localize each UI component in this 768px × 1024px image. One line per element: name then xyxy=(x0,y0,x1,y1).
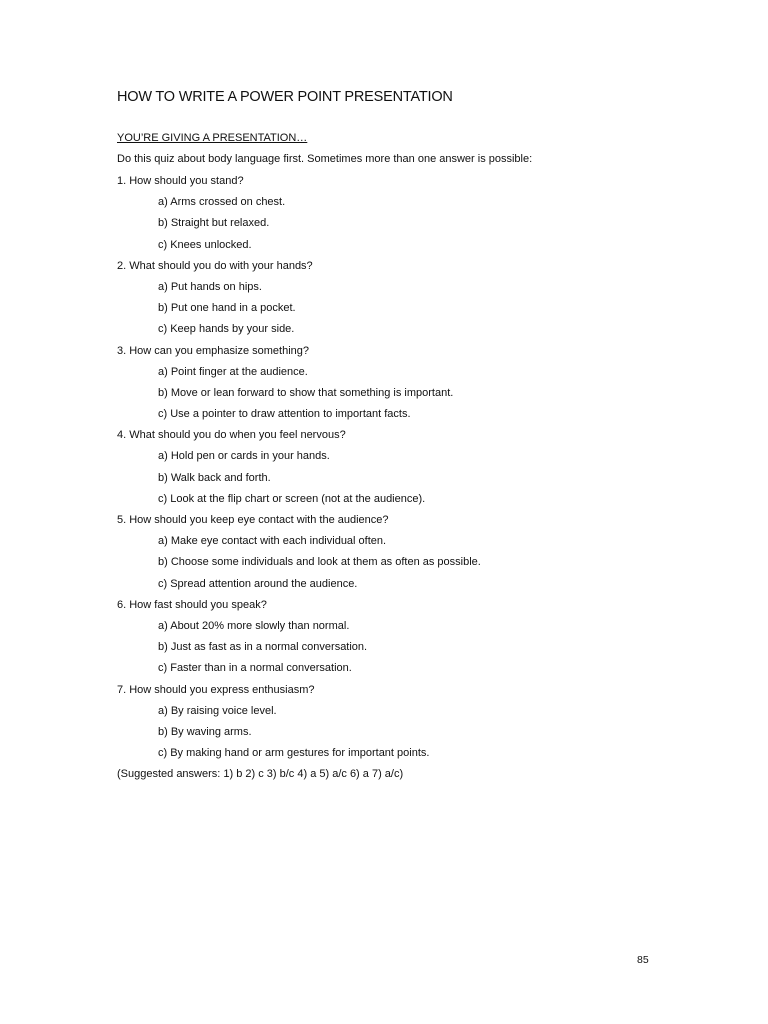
suggested-answers: (Suggested answers: 1) b 2) c 3) b/c 4) a 5) a/c 6) a 7) a/c) xyxy=(117,768,404,781)
question-2-option-b: b) Put one hand in a pocket. xyxy=(158,302,296,315)
question-4: 4. What should you do when you feel nervous? xyxy=(117,429,346,442)
question-7: 7. How should you express enthusiasm? xyxy=(117,683,315,696)
page-title: HOW TO WRITE A POWER POINT PRESENTATION xyxy=(117,89,453,105)
question-6-option-b: b) Just as fast as in a normal conversation. xyxy=(158,641,368,654)
question-6: 6. How fast should you speak? xyxy=(117,598,267,611)
question-5-option-c: c) Spread attention around the audience. xyxy=(158,577,358,590)
question-2-option-c: c) Keep hands by your side. xyxy=(158,323,295,336)
question-6-option-c: c) Faster than in a normal conversation. xyxy=(158,662,352,675)
question-1: 1. How should you stand? xyxy=(117,175,244,187)
question-1-option-c: c) Knees unlocked. xyxy=(158,238,252,251)
question-7-option-a: a) By raising voice level. xyxy=(158,704,277,717)
question-3: 3. How can you emphasize something? xyxy=(117,344,309,357)
section-heading: YOU’RE GIVING A PRESENTATION… xyxy=(117,132,308,144)
question-4-option-c: c) Look at the flip chart or screen (not at the audience). xyxy=(158,492,426,505)
question-1-option-a: a) Arms crossed on chest. xyxy=(158,196,286,209)
question-4-option-a: a) Hold pen or cards in your hands. xyxy=(158,450,330,463)
question-3-option-c: c) Use a pointer to draw attention to important facts. xyxy=(158,408,411,421)
page-number: 85 xyxy=(637,954,649,966)
question-5-option-b: b) Choose some individuals and look at them as often as possible. xyxy=(158,556,481,569)
question-2-option-a: a) Put hands on hips. xyxy=(158,280,262,293)
question-5-option-a: a) Make eye contact with each individual often. xyxy=(158,535,387,548)
question-3-option-a: a) Point finger at the audience. xyxy=(158,365,308,378)
question-7-option-b: b) By waving arms. xyxy=(158,725,252,738)
quiz-intro: Do this quiz about body language first. Sometimes more than one answer is possible: xyxy=(117,153,533,165)
question-1-option-b: b) Straight but relaxed. xyxy=(158,217,270,230)
question-5: 5. How should you keep eye contact with the audience? xyxy=(117,514,389,526)
quiz-list xyxy=(117,174,677,788)
question-4-option-b: b) Walk back and forth. xyxy=(158,471,271,484)
question-3-option-b: b) Move or lean forward to show that something is important. xyxy=(158,386,454,399)
question-6-option-a: a) About 20% more slowly than normal. xyxy=(158,619,350,632)
question-7-option-c: c) By making hand or arm gestures for important points. xyxy=(158,747,430,760)
question-2: 2. What should you do with your hands? xyxy=(117,259,313,272)
